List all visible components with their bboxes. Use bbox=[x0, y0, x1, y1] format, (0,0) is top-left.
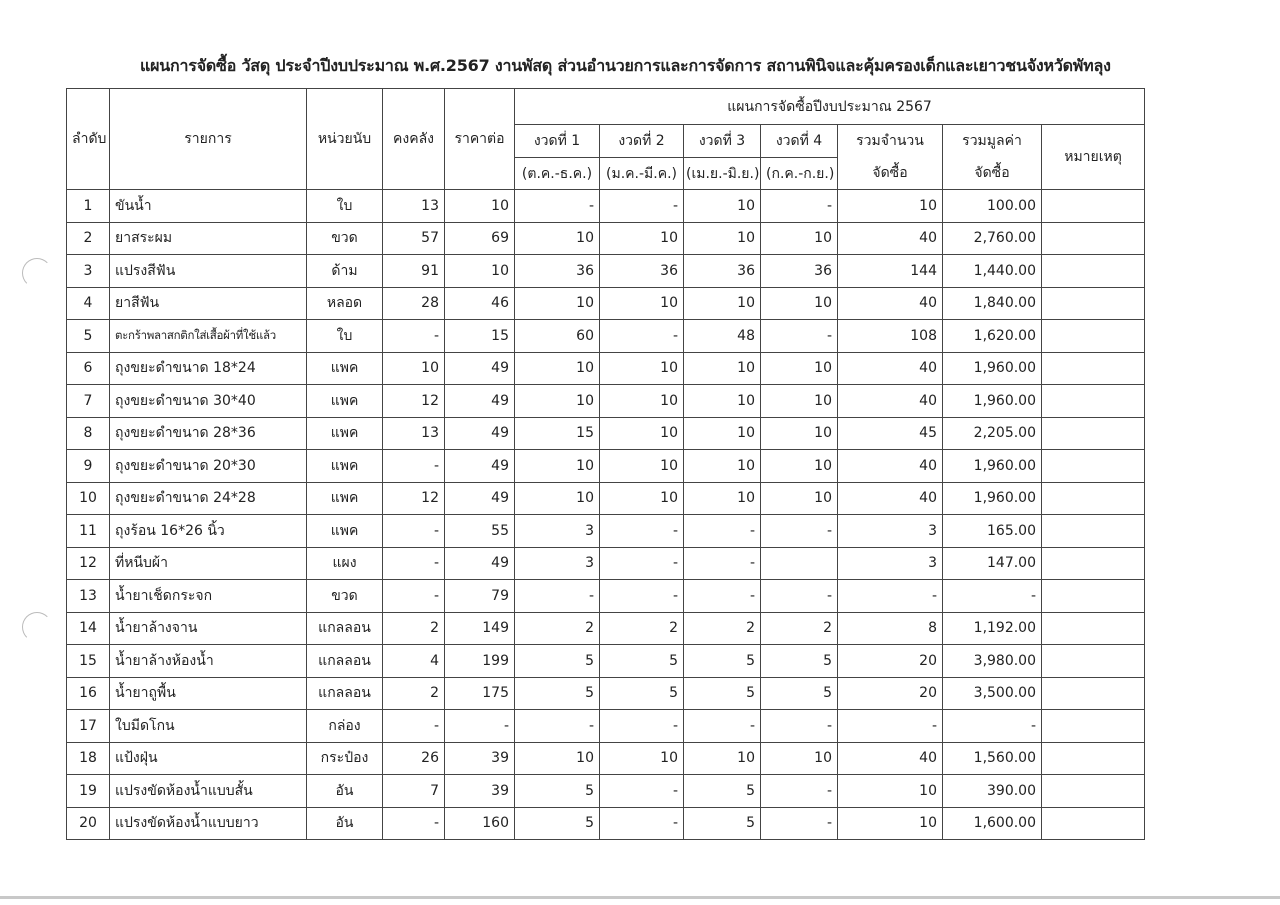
cell-q1: - bbox=[515, 710, 600, 743]
cell-price: 55 bbox=[445, 515, 515, 548]
cell-remark bbox=[1042, 385, 1145, 418]
cell-unit: แกลลอน bbox=[307, 645, 383, 678]
cell-no: 18 bbox=[67, 742, 110, 775]
cell-price: 199 bbox=[445, 645, 515, 678]
cell-stock: - bbox=[383, 450, 445, 483]
cell-stock: - bbox=[383, 547, 445, 580]
cell-total-value: 1,960.00 bbox=[943, 450, 1042, 483]
cell-unit: ขวด bbox=[307, 222, 383, 255]
cell-unit: แผง bbox=[307, 547, 383, 580]
cell-q2: - bbox=[600, 515, 684, 548]
cell-total-value: 2,205.00 bbox=[943, 417, 1042, 450]
cell-q1: 10 bbox=[515, 385, 600, 418]
cell-q4: - bbox=[761, 320, 838, 353]
cell-stock: 4 bbox=[383, 645, 445, 678]
cell-no: 9 bbox=[67, 450, 110, 483]
cell-remark bbox=[1042, 417, 1145, 450]
page-title: แผนการจัดซื้อ วัสดุ ประจำปีงบประมาณ พ.ศ.2567 งานพัสดุ ส่วนอำนวยการและการจัดการ สถานพินิจและคุ้มครองเด็กและเยาวชนจังหวัดพัทลุง bbox=[140, 56, 1111, 75]
cell-price: 79 bbox=[445, 580, 515, 613]
cell-q3: 48 bbox=[684, 320, 761, 353]
cell-no: 11 bbox=[67, 515, 110, 548]
cell-total-qty: 40 bbox=[838, 222, 943, 255]
cell-stock: 26 bbox=[383, 742, 445, 775]
cell-stock: 28 bbox=[383, 287, 445, 320]
cell-no: 2 bbox=[67, 222, 110, 255]
cell-unit: ขวด bbox=[307, 580, 383, 613]
cell-unit: แพค bbox=[307, 515, 383, 548]
cell-q4: 36 bbox=[761, 255, 838, 288]
cell-q4: - bbox=[761, 515, 838, 548]
cell-q4: 10 bbox=[761, 222, 838, 255]
cell-total-value: 1,192.00 bbox=[943, 612, 1042, 645]
cell-no: 17 bbox=[67, 710, 110, 743]
cell-total-qty: - bbox=[838, 580, 943, 613]
cell-q4: 10 bbox=[761, 417, 838, 450]
cell-q2: 10 bbox=[600, 450, 684, 483]
cell-stock: 2 bbox=[383, 677, 445, 710]
cell-unit: กล่อง bbox=[307, 710, 383, 743]
table-row bbox=[67, 515, 1145, 548]
cell-total-value: 1,620.00 bbox=[943, 320, 1042, 353]
table-row bbox=[67, 385, 1145, 418]
cell-total-value: 1,560.00 bbox=[943, 742, 1042, 775]
cell-q3: - bbox=[684, 580, 761, 613]
cell-q1: 5 bbox=[515, 775, 600, 808]
cell-stock: 91 bbox=[383, 255, 445, 288]
cell-remark bbox=[1042, 807, 1145, 840]
cell-q4: 5 bbox=[761, 645, 838, 678]
cell-remark bbox=[1042, 287, 1145, 320]
cell-unit: หลอด bbox=[307, 287, 383, 320]
cell-price: 69 bbox=[445, 222, 515, 255]
cell-unit: อัน bbox=[307, 807, 383, 840]
cell-item: น้ำยาล้างห้องน้ำ bbox=[110, 645, 307, 678]
cell-remark bbox=[1042, 677, 1145, 710]
cell-q2: - bbox=[600, 807, 684, 840]
table-row bbox=[67, 450, 1145, 483]
cell-q3: 10 bbox=[684, 482, 761, 515]
cell-q1: 10 bbox=[515, 222, 600, 255]
cell-remark bbox=[1042, 580, 1145, 613]
cell-price: 49 bbox=[445, 547, 515, 580]
cell-price: 149 bbox=[445, 612, 515, 645]
cell-q1: 5 bbox=[515, 677, 600, 710]
table-row bbox=[67, 677, 1145, 710]
cell-item: ถุงร้อน 16*26 นิ้ว bbox=[110, 515, 307, 548]
cell-total-value: 390.00 bbox=[943, 775, 1042, 808]
cell-unit: กระป๋อง bbox=[307, 742, 383, 775]
cell-q3: 10 bbox=[684, 385, 761, 418]
cell-q3: - bbox=[684, 547, 761, 580]
cell-total-qty: 20 bbox=[838, 677, 943, 710]
cell-q2: - bbox=[600, 190, 684, 223]
cell-total-qty: 40 bbox=[838, 287, 943, 320]
cell-stock: 12 bbox=[383, 385, 445, 418]
table-row bbox=[67, 547, 1145, 580]
cell-stock: 10 bbox=[383, 352, 445, 385]
cell-no: 3 bbox=[67, 255, 110, 288]
table-row bbox=[67, 190, 1145, 223]
cell-total-qty: 40 bbox=[838, 482, 943, 515]
cell-price: 49 bbox=[445, 450, 515, 483]
cell-total-value: 1,840.00 bbox=[943, 287, 1042, 320]
cell-item: ตะกร้าพลาสกติกใส่เสื้อผ้าที่ใช้แล้ว bbox=[110, 320, 307, 353]
cell-remark bbox=[1042, 775, 1145, 808]
cell-remark bbox=[1042, 612, 1145, 645]
cell-total-qty: 3 bbox=[838, 515, 943, 548]
cell-q3: 5 bbox=[684, 677, 761, 710]
cell-q4: 10 bbox=[761, 482, 838, 515]
cell-q4: 10 bbox=[761, 742, 838, 775]
header-stock: คงคลัง bbox=[383, 89, 445, 190]
cell-q2: - bbox=[600, 320, 684, 353]
cell-item: ถุงขยะดำขนาด 30*40 bbox=[110, 385, 307, 418]
punch-hole-mark bbox=[22, 612, 52, 642]
cell-stock: - bbox=[383, 710, 445, 743]
header-q3: งวดที่ 3 bbox=[684, 125, 761, 158]
cell-q2: 10 bbox=[600, 742, 684, 775]
cell-item: น้ำยาถูพื้น bbox=[110, 677, 307, 710]
cell-item: แป้งฝุ่น bbox=[110, 742, 307, 775]
cell-remark bbox=[1042, 742, 1145, 775]
cell-stock: - bbox=[383, 807, 445, 840]
cell-item: แปรงสีฟัน bbox=[110, 255, 307, 288]
cell-price: 49 bbox=[445, 482, 515, 515]
cell-total-qty: - bbox=[838, 710, 943, 743]
cell-total-value: 3,980.00 bbox=[943, 645, 1042, 678]
cell-q1: 5 bbox=[515, 645, 600, 678]
cell-q1: - bbox=[515, 190, 600, 223]
cell-total-qty: 40 bbox=[838, 352, 943, 385]
cell-total-value: 1,960.00 bbox=[943, 352, 1042, 385]
cell-stock: - bbox=[383, 515, 445, 548]
cell-price: 49 bbox=[445, 385, 515, 418]
cell-unit: ใบ bbox=[307, 320, 383, 353]
cell-q2: - bbox=[600, 580, 684, 613]
table-row bbox=[67, 645, 1145, 678]
cell-stock: 13 bbox=[383, 190, 445, 223]
header-plan-group: แผนการจัดซื้อปีงบประมาณ 2567 bbox=[515, 89, 1145, 125]
cell-unit: ใบ bbox=[307, 190, 383, 223]
cell-q1: 15 bbox=[515, 417, 600, 450]
table-row bbox=[67, 710, 1145, 743]
cell-q1: 10 bbox=[515, 742, 600, 775]
cell-q1: 36 bbox=[515, 255, 600, 288]
cell-q2: 2 bbox=[600, 612, 684, 645]
cell-stock: 13 bbox=[383, 417, 445, 450]
cell-remark bbox=[1042, 515, 1145, 548]
cell-remark bbox=[1042, 547, 1145, 580]
cell-total-value: - bbox=[943, 580, 1042, 613]
cell-q2: 36 bbox=[600, 255, 684, 288]
cell-no: 12 bbox=[67, 547, 110, 580]
cell-unit: ด้าม bbox=[307, 255, 383, 288]
cell-q1: 10 bbox=[515, 352, 600, 385]
cell-item: ถุงขยะดำขนาด 18*24 bbox=[110, 352, 307, 385]
header-q2-period: (ม.ค.-มี.ค.) bbox=[600, 158, 684, 190]
table-row bbox=[67, 612, 1145, 645]
cell-unit: แพค bbox=[307, 352, 383, 385]
cell-price: 160 bbox=[445, 807, 515, 840]
cell-total-qty: 144 bbox=[838, 255, 943, 288]
cell-q4: - bbox=[761, 807, 838, 840]
header-q2: งวดที่ 2 bbox=[600, 125, 684, 158]
cell-total-value: 1,960.00 bbox=[943, 385, 1042, 418]
cell-q1: 3 bbox=[515, 515, 600, 548]
cell-q3: 10 bbox=[684, 287, 761, 320]
cell-total-value: 1,600.00 bbox=[943, 807, 1042, 840]
cell-total-value: 1,960.00 bbox=[943, 482, 1042, 515]
cell-total-value: 2,760.00 bbox=[943, 222, 1042, 255]
cell-total-value: 147.00 bbox=[943, 547, 1042, 580]
cell-q2: 10 bbox=[600, 385, 684, 418]
header-q1: งวดที่ 1 bbox=[515, 125, 600, 158]
cell-q1: 2 bbox=[515, 612, 600, 645]
cell-item: แปรงขัดห้องน้ำแบบยาว bbox=[110, 807, 307, 840]
cell-total-qty: 40 bbox=[838, 450, 943, 483]
cell-stock: 12 bbox=[383, 482, 445, 515]
cell-stock: - bbox=[383, 320, 445, 353]
cell-no: 10 bbox=[67, 482, 110, 515]
cell-q2: 5 bbox=[600, 645, 684, 678]
cell-q3: - bbox=[684, 515, 761, 548]
table-row bbox=[67, 580, 1145, 613]
cell-item: ใบมีดโกน bbox=[110, 710, 307, 743]
cell-total-qty: 8 bbox=[838, 612, 943, 645]
cell-q3: - bbox=[684, 710, 761, 743]
cell-item: ขันน้ำ bbox=[110, 190, 307, 223]
cell-q3: 10 bbox=[684, 222, 761, 255]
cell-q4: 10 bbox=[761, 450, 838, 483]
cell-remark bbox=[1042, 190, 1145, 223]
cell-q4: 2 bbox=[761, 612, 838, 645]
cell-q4: - bbox=[761, 190, 838, 223]
cell-remark bbox=[1042, 222, 1145, 255]
cell-stock: - bbox=[383, 580, 445, 613]
header-item: รายการ bbox=[110, 89, 307, 190]
cell-q4: - bbox=[761, 775, 838, 808]
cell-price: 175 bbox=[445, 677, 515, 710]
cell-q2: - bbox=[600, 775, 684, 808]
page-edge-line bbox=[0, 896, 1280, 899]
header-price: ราคาต่อ bbox=[445, 89, 515, 190]
table-row bbox=[67, 482, 1145, 515]
cell-remark bbox=[1042, 645, 1145, 678]
cell-stock: 7 bbox=[383, 775, 445, 808]
cell-no: 20 bbox=[67, 807, 110, 840]
cell-unit: แพค bbox=[307, 417, 383, 450]
cell-q2: 10 bbox=[600, 287, 684, 320]
table-row bbox=[67, 320, 1145, 353]
table-row bbox=[67, 222, 1145, 255]
cell-unit: แกลลอน bbox=[307, 677, 383, 710]
header-q3-period: (เม.ย.-มิ.ย.) bbox=[684, 158, 761, 190]
cell-item: ถุงขยะดำขนาด 20*30 bbox=[110, 450, 307, 483]
cell-q3: 36 bbox=[684, 255, 761, 288]
cell-total-qty: 40 bbox=[838, 742, 943, 775]
cell-q2: 10 bbox=[600, 352, 684, 385]
table-row bbox=[67, 287, 1145, 320]
table-row bbox=[67, 742, 1145, 775]
cell-no: 1 bbox=[67, 190, 110, 223]
cell-q3: 10 bbox=[684, 450, 761, 483]
cell-item: น้ำยาเช็ดกระจก bbox=[110, 580, 307, 613]
cell-no: 5 bbox=[67, 320, 110, 353]
header-q1-period: (ต.ค.-ธ.ค.) bbox=[515, 158, 600, 190]
cell-total-value: 1,440.00 bbox=[943, 255, 1042, 288]
cell-q3: 5 bbox=[684, 775, 761, 808]
cell-price: 49 bbox=[445, 352, 515, 385]
cell-q1: 5 bbox=[515, 807, 600, 840]
cell-remark bbox=[1042, 710, 1145, 743]
header-total-qty-sub: จัดซื้อ bbox=[838, 158, 943, 190]
cell-total-value: 100.00 bbox=[943, 190, 1042, 223]
cell-q2: - bbox=[600, 547, 684, 580]
cell-q1: 60 bbox=[515, 320, 600, 353]
cell-item: ยาสีฟัน bbox=[110, 287, 307, 320]
cell-remark bbox=[1042, 352, 1145, 385]
cell-q1: 3 bbox=[515, 547, 600, 580]
table-row bbox=[67, 807, 1145, 840]
cell-no: 6 bbox=[67, 352, 110, 385]
cell-item: ถุงขยะดำขนาด 24*28 bbox=[110, 482, 307, 515]
procurement-plan-table bbox=[66, 88, 1145, 840]
cell-q4: 10 bbox=[761, 287, 838, 320]
table-row bbox=[67, 775, 1145, 808]
cell-remark bbox=[1042, 255, 1145, 288]
header-total-value-sub: จัดซื้อ bbox=[943, 158, 1042, 190]
punch-hole-mark bbox=[22, 258, 52, 288]
cell-q3: 10 bbox=[684, 190, 761, 223]
cell-no: 7 bbox=[67, 385, 110, 418]
cell-q3: 2 bbox=[684, 612, 761, 645]
cell-q4: 5 bbox=[761, 677, 838, 710]
cell-total-qty: 10 bbox=[838, 807, 943, 840]
cell-q4: - bbox=[761, 580, 838, 613]
header-no: ลำดับ bbox=[67, 89, 110, 190]
cell-total-qty: 40 bbox=[838, 385, 943, 418]
cell-unit: แพค bbox=[307, 385, 383, 418]
cell-stock: 2 bbox=[383, 612, 445, 645]
cell-q1: 10 bbox=[515, 482, 600, 515]
cell-q2: 10 bbox=[600, 482, 684, 515]
cell-price: 10 bbox=[445, 190, 515, 223]
header-total-qty: รวมจำนวน bbox=[838, 125, 943, 158]
cell-price: 39 bbox=[445, 775, 515, 808]
cell-remark bbox=[1042, 450, 1145, 483]
cell-q3: 5 bbox=[684, 807, 761, 840]
table-row bbox=[67, 417, 1145, 450]
cell-q3: 10 bbox=[684, 742, 761, 775]
cell-no: 16 bbox=[67, 677, 110, 710]
cell-q1: 10 bbox=[515, 450, 600, 483]
cell-q1: - bbox=[515, 580, 600, 613]
cell-total-qty: 45 bbox=[838, 417, 943, 450]
cell-total-qty: 20 bbox=[838, 645, 943, 678]
cell-price: 15 bbox=[445, 320, 515, 353]
cell-remark bbox=[1042, 482, 1145, 515]
cell-item: ที่หนีบผ้า bbox=[110, 547, 307, 580]
cell-q4: 10 bbox=[761, 385, 838, 418]
cell-item: น้ำยาล้างจาน bbox=[110, 612, 307, 645]
cell-price: 46 bbox=[445, 287, 515, 320]
cell-unit: แกลลอน bbox=[307, 612, 383, 645]
cell-total-value: 165.00 bbox=[943, 515, 1042, 548]
cell-q3: 10 bbox=[684, 417, 761, 450]
cell-total-qty: 10 bbox=[838, 190, 943, 223]
table-body bbox=[67, 190, 1145, 840]
cell-price: 39 bbox=[445, 742, 515, 775]
header-total-value: รวมมูลค่า bbox=[943, 125, 1042, 158]
cell-no: 4 bbox=[67, 287, 110, 320]
cell-q3: 5 bbox=[684, 645, 761, 678]
cell-price: 10 bbox=[445, 255, 515, 288]
cell-no: 14 bbox=[67, 612, 110, 645]
header-remark: หมายเหตุ bbox=[1042, 125, 1145, 190]
cell-unit: อัน bbox=[307, 775, 383, 808]
cell-q1: 10 bbox=[515, 287, 600, 320]
cell-remark bbox=[1042, 320, 1145, 353]
cell-total-value: 3,500.00 bbox=[943, 677, 1042, 710]
header-q4: งวดที่ 4 bbox=[761, 125, 838, 158]
cell-total-qty: 3 bbox=[838, 547, 943, 580]
cell-price: 49 bbox=[445, 417, 515, 450]
cell-item: แปรงขัดห้องน้ำแบบสั้น bbox=[110, 775, 307, 808]
cell-no: 15 bbox=[67, 645, 110, 678]
table-row bbox=[67, 255, 1145, 288]
cell-price: - bbox=[445, 710, 515, 743]
cell-no: 19 bbox=[67, 775, 110, 808]
header-q4-period: (ก.ค.-ก.ย.) bbox=[761, 158, 838, 190]
cell-q2: - bbox=[600, 710, 684, 743]
cell-q2: 10 bbox=[600, 222, 684, 255]
cell-total-value: - bbox=[943, 710, 1042, 743]
cell-q4: 10 bbox=[761, 352, 838, 385]
header-unit: หน่วยนับ bbox=[307, 89, 383, 190]
cell-item: ถุงขยะดำขนาด 28*36 bbox=[110, 417, 307, 450]
cell-q3: 10 bbox=[684, 352, 761, 385]
cell-q2: 5 bbox=[600, 677, 684, 710]
cell-no: 13 bbox=[67, 580, 110, 613]
cell-total-qty: 10 bbox=[838, 775, 943, 808]
cell-unit: แพค bbox=[307, 450, 383, 483]
cell-q2: 10 bbox=[600, 417, 684, 450]
cell-q4: - bbox=[761, 710, 838, 743]
cell-total-qty: 108 bbox=[838, 320, 943, 353]
cell-item: ยาสระผม bbox=[110, 222, 307, 255]
cell-unit: แพค bbox=[307, 482, 383, 515]
cell-stock: 57 bbox=[383, 222, 445, 255]
table-row bbox=[67, 352, 1145, 385]
cell-no: 8 bbox=[67, 417, 110, 450]
cell-q4 bbox=[761, 547, 838, 580]
